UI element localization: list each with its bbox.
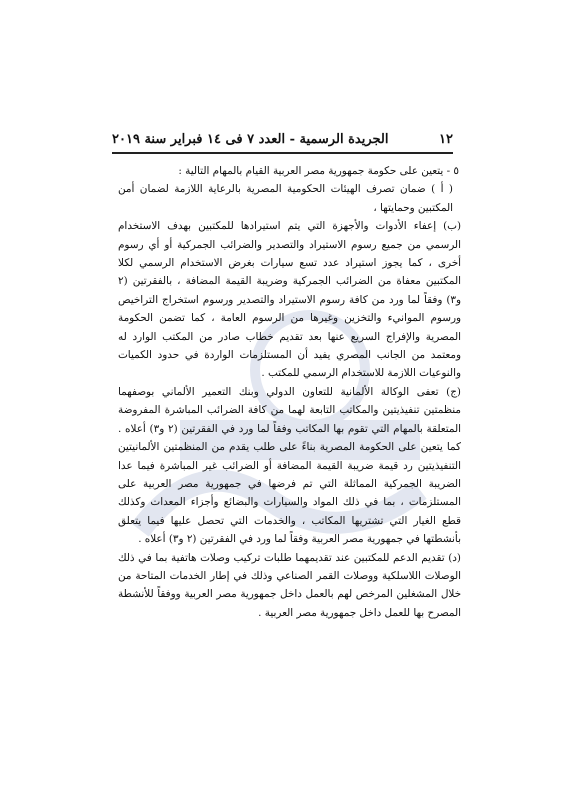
page-header bbox=[112, 128, 453, 150]
clause-text: إعفاء الأدوات والأجهزة التي يتم استيرادها للمكتبين بهدف الاستخدام الرسمي من جميع رسوم الاستيراد والتصدير والضرائب الجمركية أو أي رسوم أخرى ، كما يجوز استيراد عدد تسع سيارات بغرض الاستخدام الرسمي لكلا المكتبين معفاة من الضرائب الجمركية وضريبة القيمة المضافة ، بالفقرتين (٢ و٣) وفقاً لما ورد من كافة رسوم الاستيراد والتصدير ورسوم استخراج التراخيص ورسوم الموانيء والتخزين وغيرها من الرسوم العامة ، كما تضمن الحكومة المصرية والإفراج السريع عنها بعد تقديم خطاب صادر من المكتب الوارد له ومعتمد من الجانب المصري يفيد أن المستلزمات الواردة في حدود الكميات والنوعيات اللازمة للاستخدام الرسمي للمكتب . bbox=[118, 220, 461, 380]
clause-label: (ب) bbox=[443, 220, 461, 233]
clause-c bbox=[118, 383, 461, 549]
clause-label: ( أ ) bbox=[431, 183, 453, 196]
clause-text: تقديم الدعم للمكتبين عند تقديمهما طلبات تركيب وصلات هاتفية بما في ذلك الوصلات اللاسلكية ووصلات القمر الصناعي وذلك في إطار الخدمات المتاحة من خلال المشغلين المرخص لهم بالعمل داخل جمهورية مصر العربية ووفقاً للأنشطة المصرح بها للعمل داخل جمهورية مصر العربية . bbox=[118, 551, 461, 619]
clause-label: (د) bbox=[448, 551, 461, 564]
clause-text: تعفى الوكالة الألمانية للتعاون الدولي وبنك التعمير الألماني بوصفهما منظمتين تنفيذيتين والمكاتب التابعة لهما من كافة الضرائب المباشرة المفروضة المتعلقة بالمهام التي تقوم بها المكاتب وفقاً لما ورد في الفقرتين (٢ و٣) أعلاه . كما يتعين على الحكومة المصرية بناءً على طلب يقدم من المنظمتين الألمانيتين التنفيذيتين رد قيمة ضريبة القيمة المضافة أو الضرائب غير المباشرة فيما عدا الضريبة الجمركية المماثلة التي تم فرضها في جمهورية مصر العربية على المستلزمات ، بما في ذلك المواد والسيارات والبضائع وأجزاء المعدات وكذلك قطع الغيار التي تشتريها المكاتب ، والخدمات التي تحصل عليها فيما يتعلق بأنشطتها في جمهورية مصر العربية وفقاً لما ورد في الفقرتين (٢ و٣) أعلاه . bbox=[118, 385, 461, 546]
clause-d bbox=[118, 549, 461, 623]
clause-text: ضمان تصرف الهيئات الحكومية المصرية بالرعاية اللازمة لضمان أمن المكتبين وحمايتها ، bbox=[118, 183, 453, 214]
clause-label: (ج) bbox=[446, 385, 461, 398]
gazette-title: الجريدة الرسمية - العدد ٧ فى ١٤ فبراير سنة ٢٠١٩ bbox=[112, 131, 389, 147]
clause-a bbox=[118, 180, 461, 217]
header-divider bbox=[112, 152, 453, 154]
clause-b bbox=[118, 217, 461, 383]
section-intro: ٥ - يتعين على حكومة جمهورية مصر العربية القيام بالمهام التالية : bbox=[178, 165, 459, 177]
page-number: ١٢ bbox=[439, 131, 453, 147]
document-body bbox=[118, 162, 461, 622]
